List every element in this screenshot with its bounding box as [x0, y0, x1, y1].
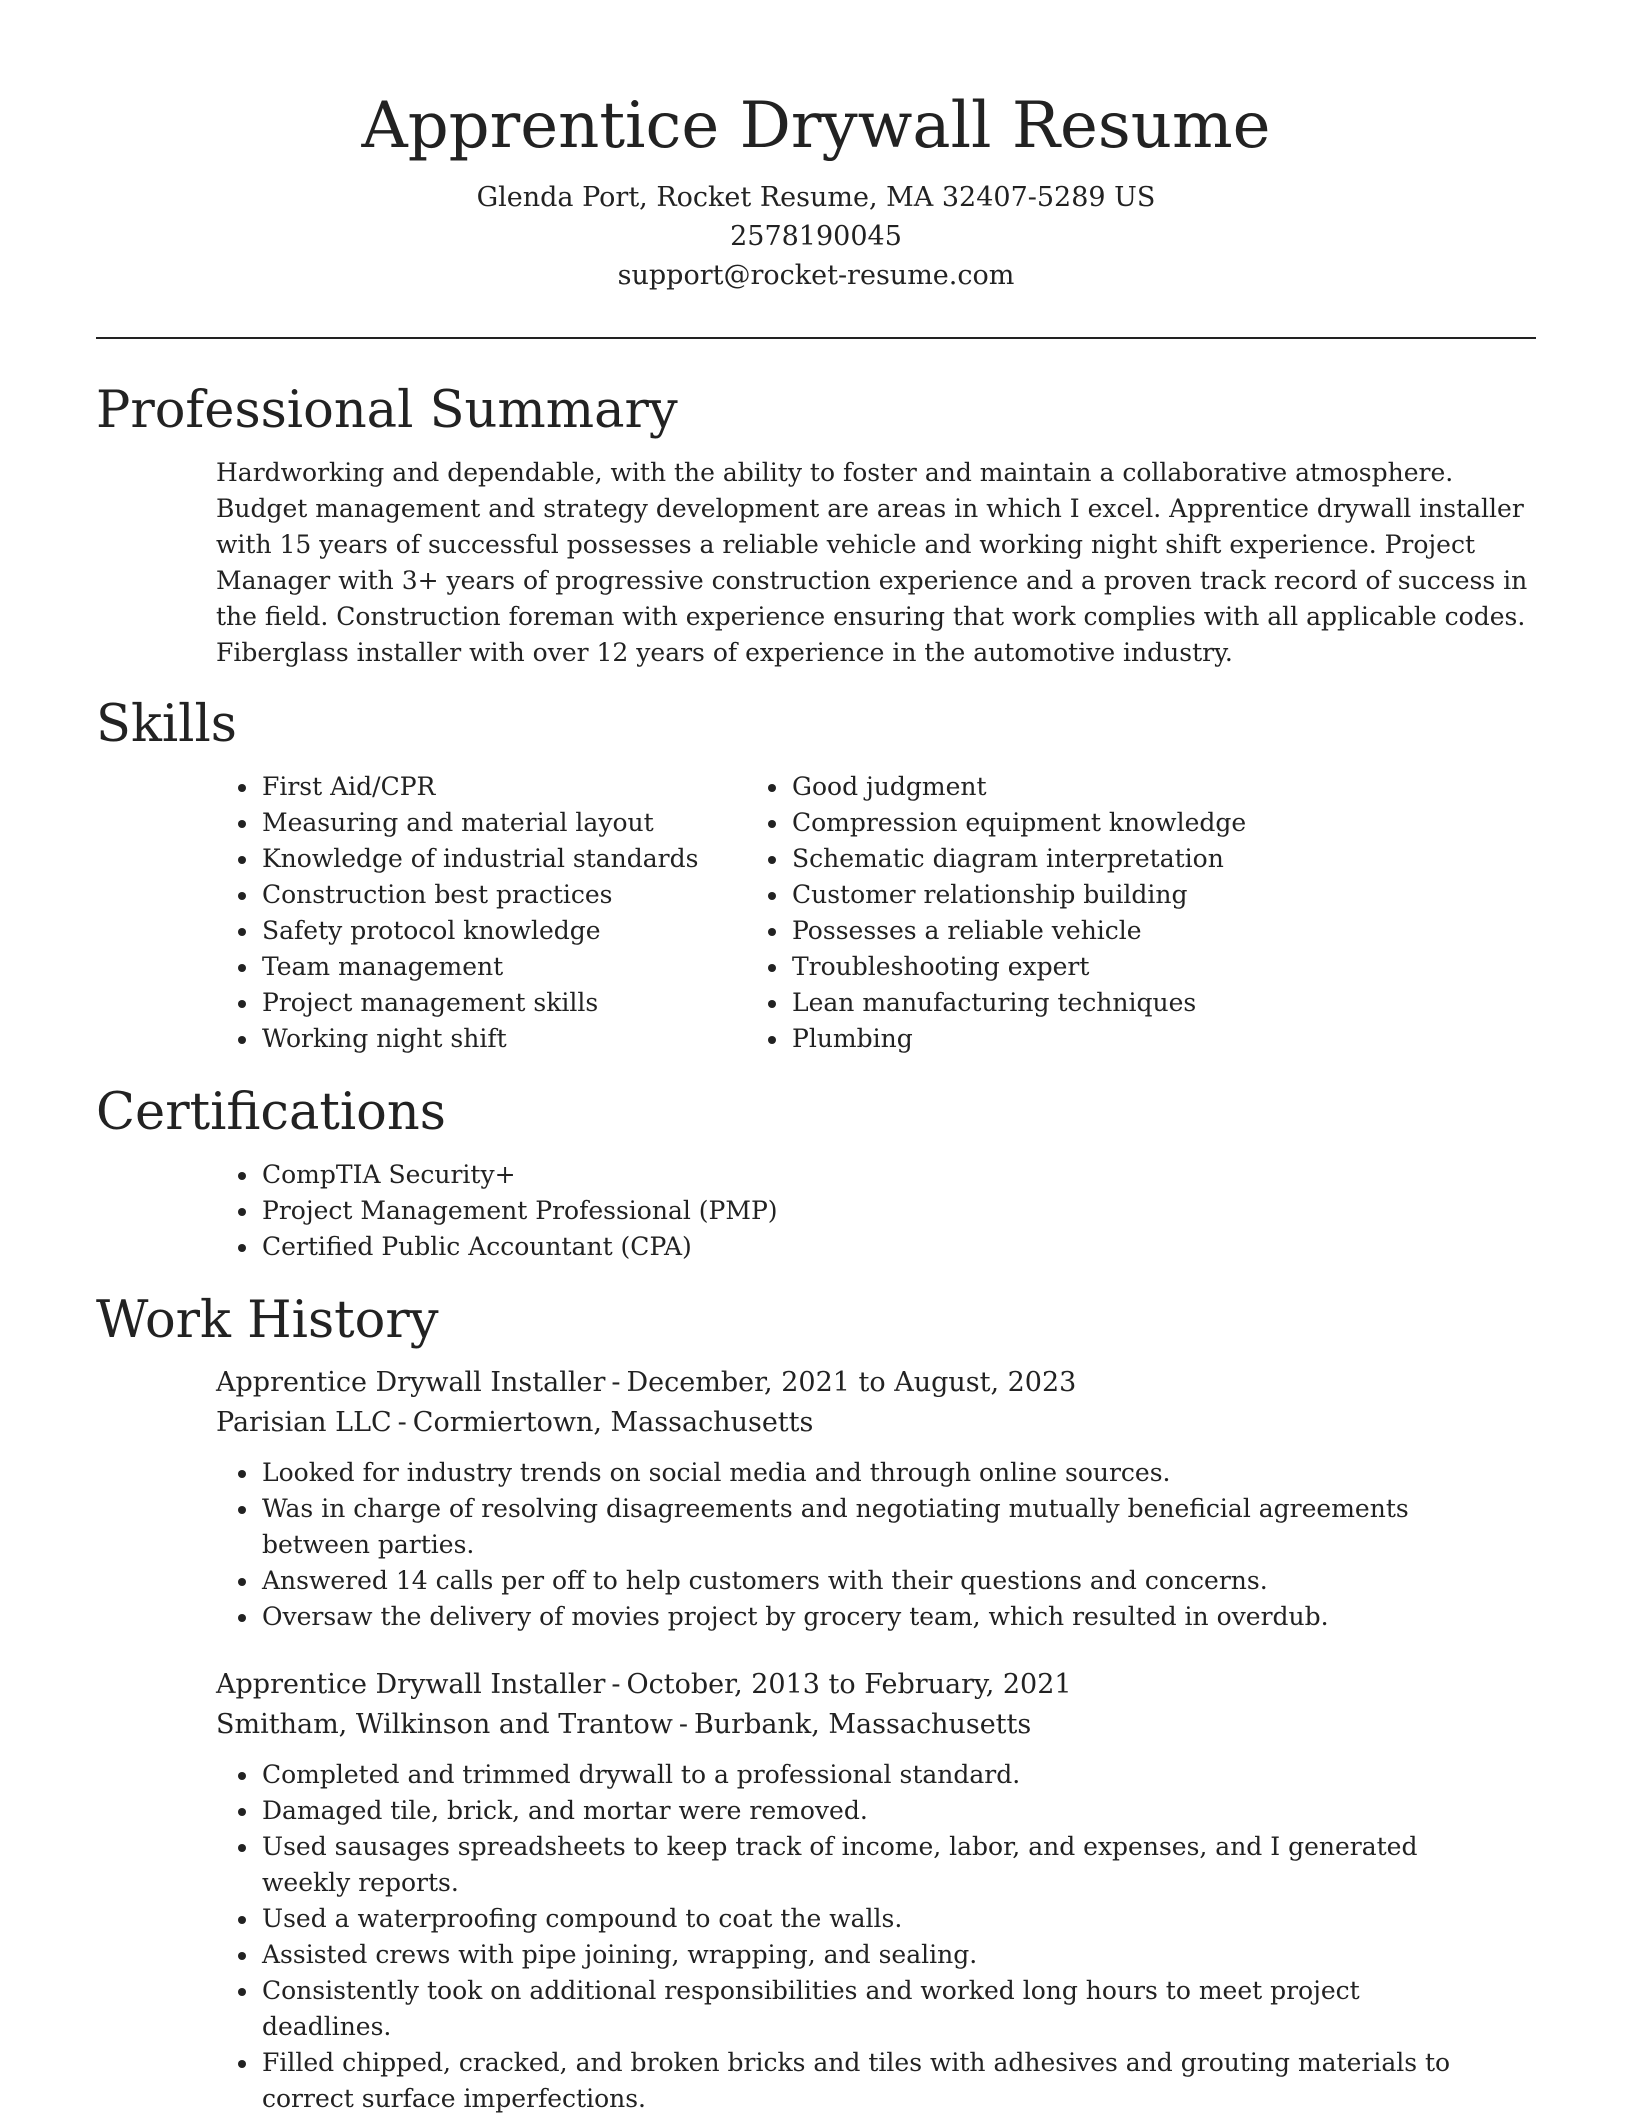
job-entry — [96, 1665, 1536, 2117]
skill-item: • Compression equipment knowledge — [790, 805, 1246, 841]
certifications-list — [96, 1157, 1536, 1265]
skill-item: • Construction best practices — [260, 877, 746, 913]
skills-section — [96, 693, 1536, 1057]
skills-column-1 — [96, 769, 746, 1057]
certification-item: • CompTIA Security+ — [260, 1157, 1536, 1193]
skill-item: • Working night shift — [260, 1021, 746, 1057]
skill-item: • Good judgment — [790, 769, 1246, 805]
work-history-section — [96, 1289, 1536, 2117]
skill-item: • Knowledge of industrial standards — [260, 841, 746, 877]
skill-item: • Customer relationship building — [790, 877, 1246, 913]
certifications-section — [96, 1081, 1536, 1265]
certification-item: • Certified Public Accountant (CPA) — [260, 1229, 1536, 1265]
job-company: Smitham, Wilkinson and Trantow — [216, 1709, 673, 1740]
skill-item: • Possesses a reliable vehicle — [790, 913, 1246, 949]
job-company: Parisian LLC — [216, 1407, 392, 1438]
header-divider — [96, 337, 1536, 339]
work-history-heading: Work History — [96, 1291, 439, 1350]
summary-text: Hardworking and dependable, with the ability to foster and maintain a collaborative atmosphere. Budget management and strategy development are areas in which I excel. Apprentice drywall installer with 15 years of successful possesses a reliable vehicle and working night shift experience. Project Manager with 3+ years of progressive construction experience and a proven track record of success in the field. Construction foreman with experience ensuring that work complies with all applicable codes. Fiberglass installer with over 12 years of experience in the automotive industry. — [216, 458, 1528, 667]
job-duty: • Damaged tile, brick, and mortar were removed. — [260, 1793, 1496, 1829]
job-duty: • Used a waterproofing compound to coat the walls. — [260, 1901, 1496, 1937]
job-title: Apprentice Drywall Installer — [216, 1367, 606, 1398]
job-duty: • Filled chipped, cracked, and broken bricks and tiles with adhesives and grouting materials to correct surface imperfections. — [260, 2045, 1496, 2117]
job-entry — [96, 1363, 1536, 1635]
job-title-line: Apprentice Drywall Installer - December, 2021 to August, 2023 — [216, 1367, 1077, 1398]
skills-column-2 — [746, 769, 1246, 1057]
resume-title: Apprentice Drywall Resume — [361, 89, 1271, 163]
job-duty: • Oversaw the delivery of movies project by grocery team, which resulted in overdub. — [260, 1599, 1476, 1635]
resume-header — [96, 0, 1536, 295]
summary-heading: Professional Summary — [96, 381, 678, 440]
job-title-line: Apprentice Drywall Installer - October, 2013 to February, 2021 — [216, 1669, 1072, 1700]
skill-item: • Safety protocol knowledge — [260, 913, 746, 949]
skills-heading: Skills — [96, 695, 237, 754]
certification-item: • Project Management Professional (PMP) — [260, 1193, 1536, 1229]
contact-email: support@rocket-resume.com — [617, 260, 1015, 291]
job-company-line: Parisian LLC - Cormiertown, Massachusetts — [216, 1407, 814, 1438]
certifications-heading: Certifications — [96, 1083, 446, 1142]
job-duty: • Assisted crews with pipe joining, wrapping, and sealing. — [260, 1937, 1496, 1973]
job-title: Apprentice Drywall Installer — [216, 1669, 606, 1700]
skills-grid — [96, 769, 1536, 1057]
skill-item: • Troubleshooting expert — [790, 949, 1246, 985]
job-duty: • Completed and trimmed drywall to a professional standard. — [260, 1757, 1496, 1793]
job-dates: December, 2021 to August, 2023 — [626, 1367, 1077, 1398]
skill-item: • First Aid/CPR — [260, 769, 746, 805]
skill-item: • Lean manufacturing techniques — [790, 985, 1246, 1021]
job-duty: • Consistently took on additional responsibilities and worked long hours to meet project deadlines. — [260, 1973, 1496, 2045]
job-duty: • Looked for industry trends on social media and through online sources. — [260, 1455, 1476, 1491]
skill-item: • Project management skills — [260, 985, 746, 1021]
skill-item: • Measuring and material layout — [260, 805, 746, 841]
job-location: Burbank, Massachusetts — [693, 1709, 1032, 1740]
job-duty: • Answered 14 calls per off to help customers with their questions and concerns. — [260, 1563, 1476, 1599]
contact-address: Glenda Port, Rocket Resume, MA 32407-5289 US — [476, 182, 1156, 213]
contact-phone: 2578190045 — [730, 221, 902, 252]
job-duty: • Used sausages spreadsheets to keep track of income, labor, and expenses, and I generated weekly reports. — [260, 1829, 1496, 1901]
job-dates: October, 2013 to February, 2021 — [626, 1669, 1072, 1700]
job-duties-list — [96, 1757, 1536, 2117]
skill-item: • Team management — [260, 949, 746, 985]
summary-section — [96, 379, 1536, 671]
skill-item: • Plumbing — [790, 1021, 1246, 1057]
job-duties-list — [96, 1455, 1536, 1635]
job-company-line: Smitham, Wilkinson and Trantow - Burbank, Massachusetts — [216, 1709, 1032, 1740]
job-duty: • Was in charge of resolving disagreements and negotiating mutually beneficial agreements between parties. — [260, 1491, 1476, 1563]
skill-item: • Schematic diagram interpretation — [790, 841, 1246, 877]
job-location: Cormiertown, Massachusetts — [412, 1407, 814, 1438]
